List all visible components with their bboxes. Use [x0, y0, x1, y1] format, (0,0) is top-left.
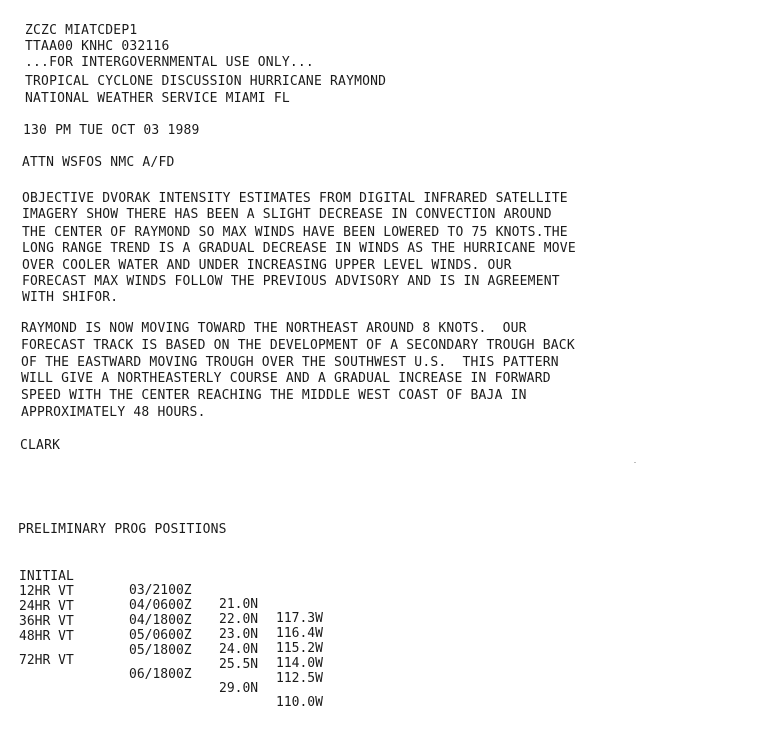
paragraph-2-line: APPROXIMATELY 48 HOURS.: [21, 405, 206, 420]
header-line-2: TTAA00 KNHC 032116: [25, 39, 170, 54]
prog-time: 04/0600Z: [129, 598, 192, 613]
prog-lon: 117.3W: [276, 611, 323, 626]
paragraph-2-line: FORECAST TRACK IS BASED ON THE DEVELOPMENT OF A SECONDARY TROUGH BACK: [21, 338, 575, 353]
prog-lon: 116.4W: [276, 626, 323, 641]
prog-label: 24HR VT: [19, 599, 74, 614]
prog-label: INITIAL: [19, 569, 74, 584]
paragraph-1-line: WITH SHIFOR.: [22, 290, 119, 305]
prog-time: 03/2100Z: [129, 583, 192, 598]
prog-time: 06/1800Z: [129, 667, 192, 682]
prog-lat: 21.0N: [219, 597, 259, 612]
prog-lon: 115.2W: [276, 641, 323, 656]
scan-speck: [634, 462, 636, 463]
prog-lat: 24.0N: [219, 642, 259, 657]
prog-time: 05/1800Z: [129, 643, 192, 658]
prog-label: 36HR VT: [19, 614, 74, 629]
prog-label: 72HR VT: [19, 653, 74, 668]
header-line-4: TROPICAL CYCLONE DISCUSSION HURRICANE RAYMOND: [25, 74, 387, 89]
prog-title: PRELIMINARY PROG POSITIONS: [18, 522, 227, 537]
paragraph-1-line: FORECAST MAX WINDS FOLLOW THE PREVIOUS ADVISORY AND IS IN AGREEMENT: [22, 274, 560, 289]
paragraph-1-line: OVER COOLER WATER AND UNDER INCREASING UPPER LEVEL WINDS. OUR: [22, 258, 512, 273]
paragraph-2-line: OF THE EASTWARD MOVING TROUGH OVER THE SOUTHWEST U.S. THIS PATTERN: [21, 355, 559, 370]
prog-lat: 25.5N: [219, 657, 259, 672]
prog-lat: 29.0N: [219, 681, 259, 696]
paragraph-1-line: LONG RANGE TREND IS A GRADUAL DECREASE IN WINDS AS THE HURRICANE MOVE: [22, 241, 576, 256]
paragraph-1-line: THE CENTER OF RAYMOND SO MAX WINDS HAVE BEEN LOWERED TO 75 KNOTS.THE: [22, 225, 568, 240]
attn-line: ATTN WSFOS NMC A/FD: [22, 155, 175, 170]
header-line-3: ...FOR INTERGOVERNMENTAL USE ONLY...: [25, 55, 314, 70]
prog-lat: 23.0N: [219, 627, 259, 642]
prog-lon: 110.0W: [276, 695, 323, 710]
prog-time: 05/0600Z: [129, 628, 192, 643]
header-line-1: ZCZC MIATCDEP1: [25, 23, 138, 38]
prog-lon: 114.0W: [276, 656, 323, 671]
date-line: 130 PM TUE OCT 03 1989: [23, 123, 200, 138]
paragraph-2-line: SPEED WITH THE CENTER REACHING THE MIDDLE WEST COAST OF BAJA IN: [21, 388, 527, 403]
signature: CLARK: [20, 438, 61, 453]
paragraph-1-line: IMAGERY SHOW THERE HAS BEEN A SLIGHT DECREASE IN CONVECTION AROUND: [22, 207, 552, 222]
prog-label: 48HR VT: [19, 629, 74, 644]
prog-lon: 112.5W: [276, 671, 323, 686]
paragraph-1-line: OBJECTIVE DVORAK INTENSITY ESTIMATES FROM DIGITAL INFRARED SATELLITE: [22, 191, 568, 206]
paragraph-2-line: WILL GIVE A NORTHEASTERLY COURSE AND A GRADUAL INCREASE IN FORWARD: [21, 371, 551, 386]
prog-lat: 22.0N: [219, 612, 259, 627]
prog-time: 04/1800Z: [129, 613, 192, 628]
header-line-5: NATIONAL WEATHER SERVICE MIAMI FL: [25, 91, 290, 106]
prog-label: 12HR VT: [19, 584, 74, 599]
paragraph-2-line: RAYMOND IS NOW MOVING TOWARD THE NORTHEAST AROUND 8 KNOTS. OUR: [21, 321, 527, 336]
